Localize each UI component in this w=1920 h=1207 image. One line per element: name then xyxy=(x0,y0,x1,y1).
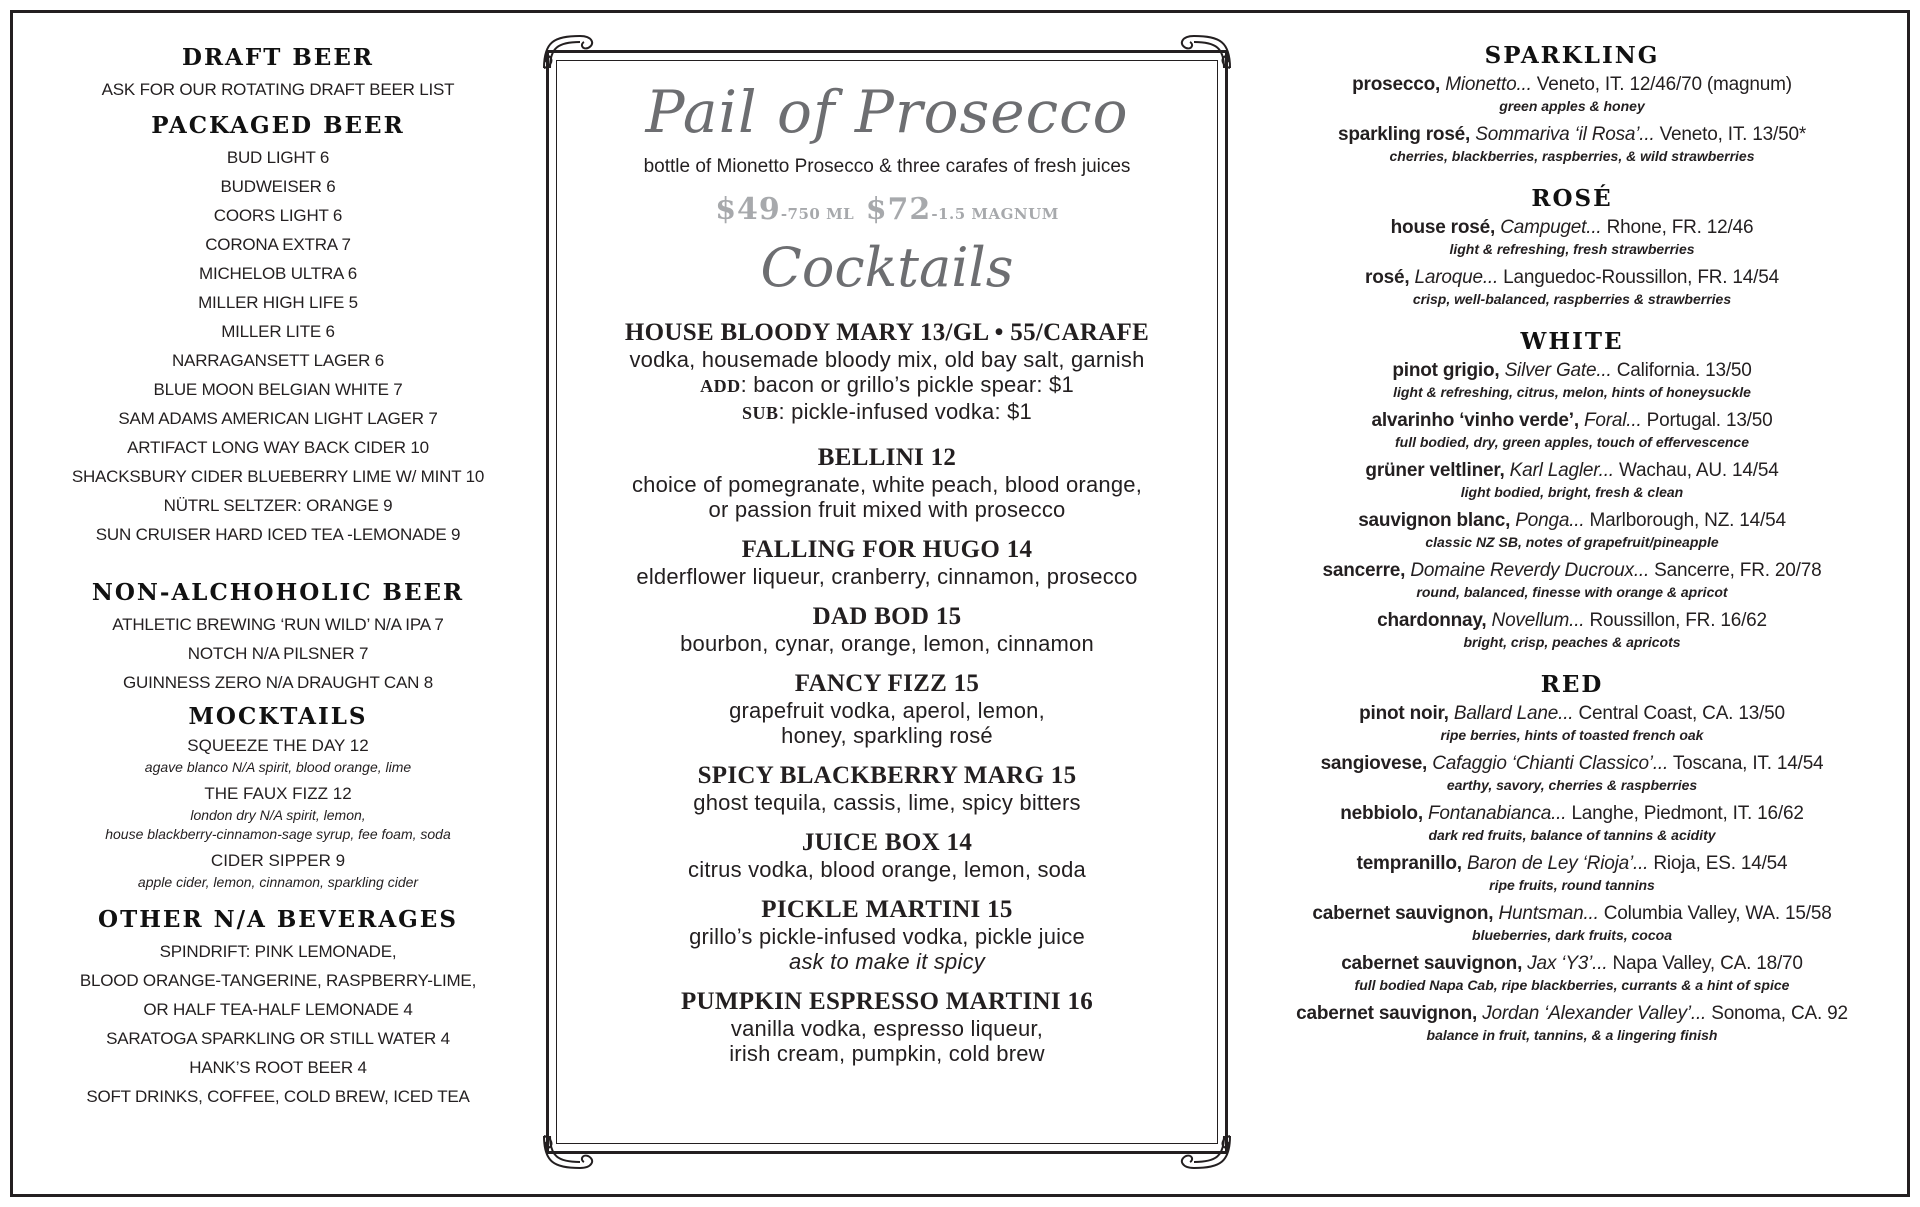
wine-origin-price: Langhe, Piedmont, IT. 16/62 xyxy=(1566,803,1804,824)
wine-item xyxy=(1262,123,1882,165)
wine-line xyxy=(1262,1002,1882,1026)
wine-grape: sparkling rosé, xyxy=(1337,124,1471,145)
wine-producer: Mionetto... xyxy=(1445,74,1532,95)
cocktail-ingredients: grillo’s pickle-infused vodka, pickle juice xyxy=(689,924,1085,949)
packaged-beer-heading: PACKAGED BEER xyxy=(151,112,405,139)
wine-grape: cabernet sauvignon, xyxy=(1341,953,1523,974)
wine-origin-price: Columbia Valley, WA. 15/58 xyxy=(1598,903,1832,924)
wine-producer: Sommariva ‘il Rosa’... xyxy=(1475,124,1655,145)
substitution-text: : pickle-infused vodka: $1 xyxy=(778,399,1032,424)
mocktails-section xyxy=(40,703,516,892)
wine-producer: Foral... xyxy=(1584,410,1642,431)
wine-section xyxy=(1262,671,1882,1044)
wine-line xyxy=(1262,952,1882,976)
wine-line xyxy=(1262,409,1882,433)
beverage-item: BLOOD ORANGE-TANGERINE, RASPBERRY-LIME, xyxy=(79,971,477,990)
ornament-bottom-left-icon xyxy=(540,1132,600,1172)
mocktail-item xyxy=(40,849,516,892)
wine-section xyxy=(1262,42,1882,165)
cocktail-name: PUMPKIN ESPRESSO MARTINI 16 xyxy=(680,988,1094,1015)
cocktail-panel xyxy=(540,32,1234,1172)
beer-item: SUN CRUISER HARD ICED TEA -LEMONADE 9 xyxy=(95,525,461,544)
cocktail-item xyxy=(570,762,1204,815)
cocktail-ingredients: grapefruit vodka, aperol, lemon, xyxy=(729,698,1045,723)
beverage-item: SOFT DRINKS, COFFEE, COLD BREW, ICED TEA xyxy=(86,1087,470,1106)
wine-origin-price: Portugal. 13/50 xyxy=(1641,410,1773,431)
wine-item xyxy=(1262,852,1882,894)
wine-line xyxy=(1262,752,1882,776)
cocktail-name: PICKLE MARTINI 15 xyxy=(761,896,1013,923)
wine-item xyxy=(1262,409,1882,451)
wine-tasting-note: full bodied Napa Cab, ripe blackberries, currants & a hint of spice xyxy=(1354,977,1790,993)
wine-origin-price: Sancerre, FR. 20/78 xyxy=(1649,560,1822,581)
cocktail-item xyxy=(570,319,1204,426)
wine-item xyxy=(1262,752,1882,794)
cocktail-name: FANCY FIZZ 15 xyxy=(794,670,980,697)
mocktail-list xyxy=(40,734,516,892)
mocktail-description: agave blanco N/A spirit, blood orange, lime xyxy=(144,759,412,775)
wine-item xyxy=(1262,73,1882,115)
wine-line xyxy=(1262,702,1882,726)
wine-producer: Domaine Reverdy Ducroux... xyxy=(1410,560,1650,581)
wine-line xyxy=(1262,359,1882,383)
beer-item: MILLER LITE 6 xyxy=(221,322,335,341)
wine-grape: pinot noir, xyxy=(1359,703,1449,724)
wine-item xyxy=(1262,216,1882,258)
wine-origin-price: Rioja, ES. 14/54 xyxy=(1648,853,1788,874)
wine-grape: house rosé, xyxy=(1390,217,1496,238)
draft-beer-heading: DRAFT BEER xyxy=(182,44,374,71)
cocktail-ingredients: choice of pomegranate, white peach, blood orange, xyxy=(631,472,1143,497)
wine-grape: grüner veltliner, xyxy=(1365,460,1505,481)
cocktail-note: ask to make it spicy xyxy=(789,949,985,974)
wine-origin-price: Roussillon, FR. 16/62 xyxy=(1584,610,1767,631)
beer-item: NÜTRL SELTZER: ORANGE 9 xyxy=(163,496,393,515)
cocktail-ingredients: honey, sparkling rosé xyxy=(781,723,993,748)
wine-tasting-note: dark red fruits, balance of tannins & acidity xyxy=(1428,827,1716,843)
mocktail-item xyxy=(40,782,516,844)
mocktail-description: apple cider, lemon, cinnamon, sparkling cider xyxy=(137,874,419,890)
beer-item: MILLER HIGH LIFE 5 xyxy=(198,293,358,312)
wine-line xyxy=(1262,559,1882,583)
cocktail-item xyxy=(570,829,1204,882)
wine-producer: Novellum... xyxy=(1491,610,1585,631)
cocktails-heading: Cocktails xyxy=(760,236,1014,299)
wine-line xyxy=(1262,266,1882,290)
wine-line xyxy=(1262,902,1882,926)
cocktail-item xyxy=(570,536,1204,589)
wine-tasting-note: ripe berries, hints of toasted french oak xyxy=(1440,727,1704,743)
wine-grape: cabernet sauvignon, xyxy=(1296,1003,1478,1024)
beer-item: ATHLETIC BREWING ‘RUN WILD’ N/A IPA 7 xyxy=(112,615,444,634)
wine-tasting-note: light & refreshing, citrus, melon, hints of honeysuckle xyxy=(1393,384,1751,400)
wine-grape: sauvignon blanc, xyxy=(1358,510,1511,531)
wine-origin-price: Sonoma, CA. 92 xyxy=(1706,1003,1848,1024)
wine-line xyxy=(1262,802,1882,826)
ornament-top-left-icon xyxy=(540,32,600,72)
wine-tasting-note: round, balanced, finesse with orange & apricot xyxy=(1416,584,1728,600)
beer-item: MICHELOB ULTRA 6 xyxy=(198,264,358,283)
addon-label: ADD xyxy=(700,376,741,396)
wine-grape: prosecco, xyxy=(1352,74,1441,95)
cocktail-ingredients: bourbon, cynar, orange, lemon, cinnamon xyxy=(680,631,1094,656)
wine-tasting-note: full bodied, dry, green apples, touch of effervescence xyxy=(1395,434,1749,450)
wine-item xyxy=(1262,902,1882,944)
beer-item: BUDWEISER 6 xyxy=(220,177,336,196)
wine-grape: sangiovese, xyxy=(1320,753,1428,774)
wine-origin-price: Veneto, IT. 13/50* xyxy=(1654,124,1807,145)
wine-origin-price: Rhone, FR. 12/46 xyxy=(1601,217,1754,238)
cocktail-substitution xyxy=(570,399,1204,426)
wine-grape: pinot grigio, xyxy=(1392,360,1500,381)
other-beverages-heading: OTHER N/A BEVERAGES xyxy=(98,906,458,933)
cocktail-item xyxy=(570,444,1204,522)
wine-tasting-note: balance in fruit, tannins, & a lingering finish xyxy=(1426,1027,1718,1043)
mocktail-name: CIDER SIPPER 9 xyxy=(210,851,346,870)
non-alcoholic-beer-section xyxy=(40,579,516,697)
wine-grape: tempranillo, xyxy=(1356,853,1462,874)
wine-origin-price: Veneto, IT. 12/46/70 (magnum) xyxy=(1531,74,1792,95)
ornament-bottom-right-icon xyxy=(1174,1132,1234,1172)
pail-price-bottle: $49 xyxy=(715,192,781,227)
cocktail-ingredients: vodka, housemade bloody mix, old bay salt, garnish xyxy=(629,347,1145,372)
wine-producer: Karl Lagler... xyxy=(1509,460,1614,481)
packaged-beer-list xyxy=(40,143,516,549)
wine-column xyxy=(1262,42,1882,1064)
wine-producer: Baron de Ley ‘Rioja’... xyxy=(1466,853,1649,874)
wine-tasting-note: earthy, savory, cherries & raspberries xyxy=(1446,777,1698,793)
cocktail-ingredients: ghost tequila, cassis, lime, spicy bitters xyxy=(693,790,1081,815)
wine-producer: Ponga... xyxy=(1515,510,1585,531)
cocktail-ingredients: or passion fruit mixed with prosecco xyxy=(708,497,1066,522)
wine-origin-price: Napa Valley, CA. 18/70 xyxy=(1607,953,1803,974)
wine-grape: cabernet sauvignon, xyxy=(1312,903,1494,924)
wine-tasting-note: crisp, well-balanced, raspberries & strawberries xyxy=(1412,291,1732,307)
wine-item xyxy=(1262,559,1882,601)
beverage-item: SARATOGA SPARKLING OR STILL WATER 4 xyxy=(106,1029,450,1048)
wine-tasting-note: light bodied, bright, fresh & clean xyxy=(1460,484,1684,500)
beer-item: NARRAGANSETT LAGER 6 xyxy=(171,351,385,370)
wine-item xyxy=(1262,509,1882,551)
wine-line xyxy=(1262,73,1882,97)
wine-origin-price: Toscana, IT. 14/54 xyxy=(1668,753,1824,774)
wine-grape: alvarinho ‘vinho verde’, xyxy=(1371,410,1579,431)
wine-tasting-note: blueberries, dark fruits, cocoa xyxy=(1472,927,1672,943)
wine-item xyxy=(1262,609,1882,651)
pail-price-magnum: $72 xyxy=(865,192,932,227)
wine-grape: chardonnay, xyxy=(1377,610,1487,631)
cocktail-addon xyxy=(570,372,1204,399)
beer-item: GUINNESS ZERO N/A DRAUGHT CAN 8 xyxy=(123,673,433,692)
cocktail-ingredients: elderflower liqueur, cranberry, cinnamon, prosecco xyxy=(636,564,1138,589)
beer-item: COORS LIGHT 6 xyxy=(213,206,343,225)
wine-line xyxy=(1262,852,1882,876)
beer-item: SHACKSBURY CIDER BLUEBERRY LIME W/ MINT 10 xyxy=(71,467,485,486)
wine-line xyxy=(1262,609,1882,633)
wine-section-heading: WHITE xyxy=(1520,328,1624,355)
substitution-label: SUB xyxy=(742,403,779,423)
wine-producer: Silver Gate... xyxy=(1504,360,1612,381)
non-alcoholic-beer-heading: NON-ALCHOHOLIC BEER xyxy=(91,579,465,606)
wine-producer: Jordan ‘Alexander Valley’... xyxy=(1482,1003,1707,1024)
cocktail-item xyxy=(570,896,1204,974)
wine-section xyxy=(1262,328,1882,651)
addon-text: : bacon or grillo’s pickle spear: $1 xyxy=(740,372,1074,397)
wine-item xyxy=(1262,952,1882,994)
cocktail-name: FALLING FOR HUGO 14 xyxy=(741,536,1033,563)
wine-producer: Cafaggio ‘Chianti Classico’... xyxy=(1432,753,1669,774)
mocktail-item xyxy=(40,734,516,777)
other-beverages-list xyxy=(40,937,516,1111)
wine-section-heading: ROSÉ xyxy=(1531,185,1613,212)
beer-item: CORONA EXTRA 7 xyxy=(205,235,351,254)
wine-origin-price: Wachau, AU. 14/54 xyxy=(1613,460,1779,481)
wine-line xyxy=(1262,123,1882,147)
beer-item: ARTIFACT LONG WAY BACK CIDER 10 xyxy=(127,438,429,457)
pail-prices xyxy=(570,192,1204,227)
mocktails-heading: MOCKTAILS xyxy=(188,703,368,730)
cocktail-list xyxy=(570,444,1204,1066)
beverage-item: OR HALF TEA-HALF LEMONADE 4 xyxy=(143,1000,413,1019)
mocktail-name: THE FAUX FIZZ 12 xyxy=(204,784,352,803)
cocktail-panel-content xyxy=(570,72,1204,1066)
pail-description: bottle of Mionetto Prosecco & three carafes of fresh juices xyxy=(643,156,1131,177)
wine-item xyxy=(1262,1002,1882,1044)
wine-section xyxy=(1262,185,1882,308)
pail-price-bottle-unit: -750 ML xyxy=(780,205,855,223)
wine-grape: rosé, xyxy=(1365,267,1410,288)
pail-title: Pail of Prosecco xyxy=(645,78,1129,146)
cocktail-ingredients: vanilla vodka, espresso liqueur, xyxy=(730,1016,1044,1041)
wine-tasting-note: light & refreshing, fresh strawberries xyxy=(1449,241,1695,257)
wine-tasting-note: green apples & honey xyxy=(1499,98,1645,114)
wine-item xyxy=(1262,702,1882,744)
wine-tasting-note: bright, crisp, peaches & apricots xyxy=(1463,634,1681,650)
wine-item xyxy=(1262,359,1882,401)
cocktail-item xyxy=(570,670,1204,748)
wine-producer: Fontanabianca... xyxy=(1428,803,1567,824)
wine-origin-price: California. 13/50 xyxy=(1611,360,1752,381)
wine-item xyxy=(1262,802,1882,844)
wine-producer: Ballard Lane... xyxy=(1453,703,1574,724)
wine-producer: Campuget... xyxy=(1500,217,1602,238)
cocktail-ingredients: irish cream, pumpkin, cold brew xyxy=(729,1041,1045,1066)
wine-origin-price: Marlborough, NZ. 14/54 xyxy=(1584,510,1786,531)
mocktail-description: house blackberry-cinnamon-sage syrup, fee foam, soda xyxy=(105,826,451,842)
wine-item xyxy=(1262,459,1882,501)
wine-tasting-note: ripe fruits, round tannins xyxy=(1489,877,1655,893)
wine-tasting-note: classic NZ SB, notes of grapefruit/pineapple xyxy=(1425,534,1719,550)
wine-section-heading: SPARKLING xyxy=(1484,42,1660,69)
wine-line xyxy=(1262,216,1882,240)
beer-item: SAM ADAMS AMERICAN LIGHT LAGER 7 xyxy=(118,409,438,428)
cocktail-name: JUICE BOX 14 xyxy=(801,829,973,856)
beverage-item: HANK’S ROOT BEER 4 xyxy=(189,1058,367,1077)
ornament-top-right-icon xyxy=(1174,32,1234,72)
draft-beer-section xyxy=(40,44,516,104)
wine-origin-price: Languedoc-Roussillon, FR. 14/54 xyxy=(1498,267,1779,288)
cocktail-item xyxy=(570,988,1204,1066)
wine-section-heading: RED xyxy=(1540,671,1604,698)
wine-grape: nebbiolo, xyxy=(1340,803,1423,824)
wine-origin-price: Central Coast, CA. 13/50 xyxy=(1573,703,1785,724)
wine-line xyxy=(1262,509,1882,533)
beer-item: BUD LIGHT 6 xyxy=(226,148,330,167)
pail-price-magnum-unit: -1.5 MAGNUM xyxy=(931,205,1059,223)
cocktail-item xyxy=(570,603,1204,656)
beer-column xyxy=(40,44,516,1117)
wine-item xyxy=(1262,266,1882,308)
wine-producer: Laroque... xyxy=(1414,267,1499,288)
beer-item: BLUE MOON BELGIAN WHITE 7 xyxy=(153,380,403,399)
cocktail-name: SPICY BLACKBERRY MARG 15 xyxy=(697,762,1077,789)
beer-item: NOTCH N/A PILSNER 7 xyxy=(187,644,369,663)
wine-producer: Jax ‘Y3’... xyxy=(1527,953,1608,974)
wine-grape: sancerre, xyxy=(1322,560,1406,581)
wine-line xyxy=(1262,459,1882,483)
cocktail-ingredients: citrus vodka, blood orange, lemon, soda xyxy=(688,857,1086,882)
cocktail-name: BELLINI 12 xyxy=(817,444,957,471)
wine-tasting-note: cherries, blackberries, raspberries, & wild strawberries xyxy=(1389,148,1755,164)
mocktail-description: london dry N/A spirit, lemon, xyxy=(190,807,366,823)
other-beverages-section xyxy=(40,906,516,1111)
mocktail-name: SQUEEZE THE DAY 12 xyxy=(187,736,369,755)
packaged-beer-section xyxy=(40,112,516,549)
non-alcoholic-beer-list xyxy=(40,610,516,697)
cocktail-name: DAD BOD 15 xyxy=(812,603,962,630)
draft-beer-subtitle: ASK FOR OUR ROTATING DRAFT BEER LIST xyxy=(101,80,455,99)
cocktail-name: HOUSE BLOODY MARY 13/GL • 55/CARAFE xyxy=(624,319,1150,346)
wine-producer: Huntsman... xyxy=(1498,903,1599,924)
beverage-item: SPINDRIFT: PINK LEMONADE, xyxy=(159,942,397,961)
